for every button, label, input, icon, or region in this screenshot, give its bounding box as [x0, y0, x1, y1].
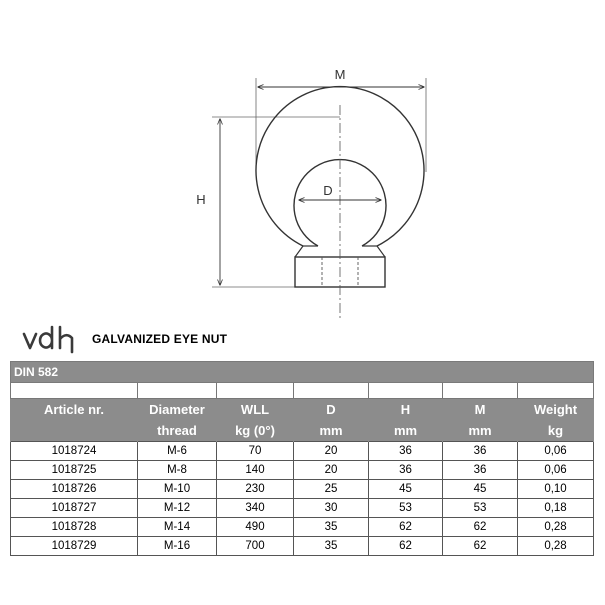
cell-h: 36	[369, 442, 443, 461]
header-wll-sub: kg (0°)	[217, 420, 294, 442]
table-row	[11, 499, 594, 518]
product-title: GALVANIZED EYE NUT	[92, 332, 228, 346]
cell-h: 62	[369, 537, 443, 556]
cell-h: 45	[369, 480, 443, 499]
cell-diameter: M-6	[138, 442, 217, 461]
cell-d: 35	[294, 537, 369, 556]
cell-weight: 0,28	[518, 537, 594, 556]
header-row-2	[11, 420, 594, 442]
cell-weight: 0,10	[518, 480, 594, 499]
vdh-logo	[22, 324, 76, 354]
specification-table	[10, 361, 594, 556]
header-row-1	[11, 399, 594, 421]
cell-d: 30	[294, 499, 369, 518]
table-row	[11, 480, 594, 499]
cell-wll: 230	[217, 480, 294, 499]
table-row	[11, 461, 594, 480]
cell-m: 62	[443, 518, 518, 537]
brand-row	[22, 322, 582, 362]
table-row	[11, 442, 594, 461]
dimension-d-label: D	[323, 183, 333, 198]
header-m-sub: mm	[443, 420, 518, 442]
header-diameter-sub: thread	[138, 420, 217, 442]
cell-wll: 340	[217, 499, 294, 518]
cell-h: 53	[369, 499, 443, 518]
header-d: D	[294, 399, 369, 421]
dimension-h-label: H	[196, 192, 206, 207]
cell-m: 36	[443, 461, 518, 480]
cell-article: 1018728	[11, 518, 138, 537]
table-row	[11, 518, 594, 537]
cell-wll: 700	[217, 537, 294, 556]
cell-weight: 0,06	[518, 442, 594, 461]
cell-m: 53	[443, 499, 518, 518]
cell-diameter: M-10	[138, 480, 217, 499]
table-body	[11, 442, 594, 556]
standard-label: DIN 582	[11, 362, 594, 383]
cell-weight: 0,28	[518, 518, 594, 537]
cell-m: 36	[443, 442, 518, 461]
cell-article: 1018724	[11, 442, 138, 461]
cell-d: 20	[294, 461, 369, 480]
header-wll: WLL	[217, 399, 294, 421]
cell-weight: 0,18	[518, 499, 594, 518]
header-h: H	[369, 399, 443, 421]
cell-d: 35	[294, 518, 369, 537]
cell-wll: 70	[217, 442, 294, 461]
cell-h: 36	[369, 461, 443, 480]
cell-diameter: M-12	[138, 499, 217, 518]
table-row	[11, 537, 594, 556]
header-d-sub: mm	[294, 420, 369, 442]
cell-m: 45	[443, 480, 518, 499]
cell-diameter: M-8	[138, 461, 217, 480]
cell-diameter: M-14	[138, 518, 217, 537]
cell-article: 1018729	[11, 537, 138, 556]
header-h-sub: mm	[369, 420, 443, 442]
dimension-m-label: M	[334, 67, 346, 82]
cell-weight: 0,06	[518, 461, 594, 480]
cell-article: 1018726	[11, 480, 138, 499]
cell-diameter: M-16	[138, 537, 217, 556]
spacer-row	[11, 383, 594, 399]
header-diameter: Diameter	[138, 399, 217, 421]
cell-wll: 140	[217, 461, 294, 480]
cell-h: 62	[369, 518, 443, 537]
header-weight: Weight	[518, 399, 594, 421]
header-article: Article nr.	[11, 399, 138, 421]
cell-d: 20	[294, 442, 369, 461]
header-weight-sub: kg	[518, 420, 594, 442]
header-m: M	[443, 399, 518, 421]
header-article-sub	[11, 420, 138, 442]
standard-row	[11, 362, 594, 383]
cell-wll: 490	[217, 518, 294, 537]
cell-article: 1018725	[11, 461, 138, 480]
cell-article: 1018727	[11, 499, 138, 518]
cell-m: 62	[443, 537, 518, 556]
cell-d: 25	[294, 480, 369, 499]
